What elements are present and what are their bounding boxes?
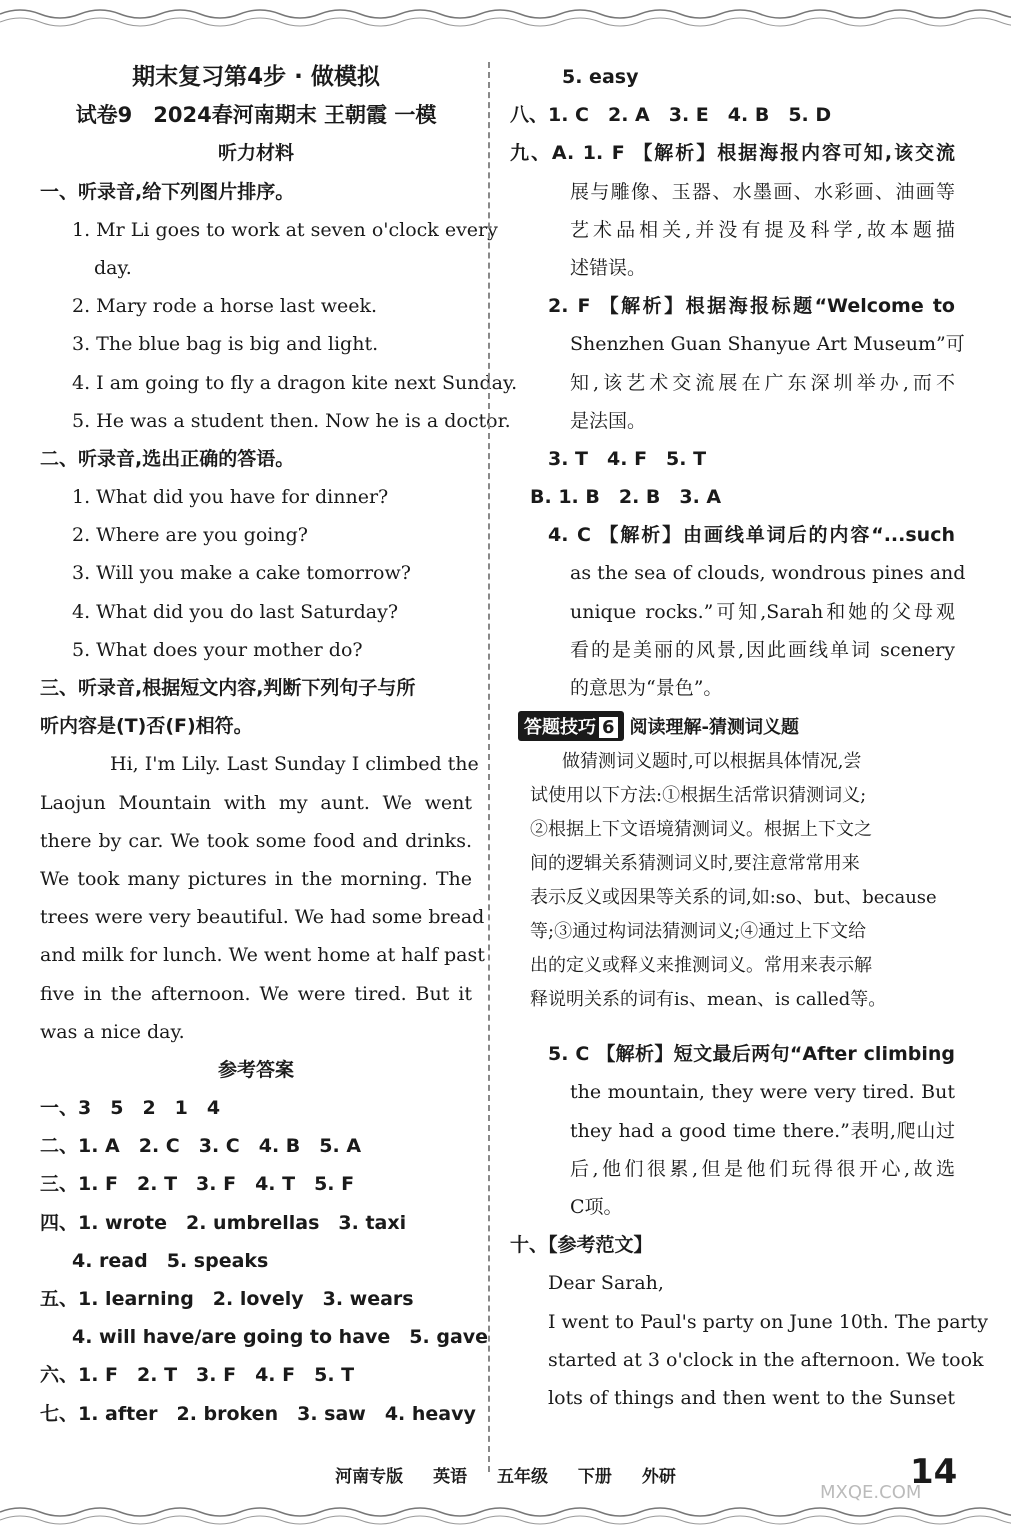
passage-line: five in the afternoon. We were tired. But it [40, 982, 472, 1005]
tip-line: ②根据上下文语境猜测词义。根据上下文之 [530, 819, 872, 841]
footer-volume: 下册 [577, 1467, 612, 1487]
analysis-line: 知,该艺术交流展在广东深圳举办,而不 [570, 371, 955, 394]
essay-line: lots of things and then went to the Sunset [548, 1386, 955, 1409]
answer-line: 5. easy [562, 66, 639, 88]
answer-line: 七、1. after 2. broken 3. saw 4. heavy [40, 1402, 476, 1425]
q1-item: 4. I am going to fly a dragon kite next Sunday. [72, 371, 518, 394]
answer-line: 八、1. C 2. A 3. E 4. B 5. D [510, 104, 832, 127]
analysis-line: 展与雕像、玉器、水墨画、水彩画、油画等 [570, 180, 955, 203]
answer-line: 九、A. 1. F 【解析】根据海报内容可知,该交流 [510, 142, 955, 165]
tip-number: 6 [599, 717, 618, 738]
q1-item: 5. He was a student then. Now he is a doctor. [72, 409, 511, 432]
passage-line: Hi, I'm Lily. Last Sunday I climbed the [110, 753, 479, 776]
left-column [40, 58, 518, 1433]
passage-line: and milk for lunch. We went home at half past [40, 944, 485, 967]
analysis-line: unique rocks.”可知,Sarah和她的父母观 [570, 600, 955, 623]
answer-line: 4. will have/are going to have 5. gave [72, 1326, 489, 1349]
answer-line: 4. C 【解析】由画线单词后的内容“...such [548, 524, 955, 547]
analysis-line: 述错误。 [570, 256, 647, 279]
analysis-line: 是法国。 [570, 409, 647, 432]
tip-line: 间的逻辑关系猜测词义时,要注意常常用来 [530, 853, 860, 875]
answer-line: 六、1. F 2. T 3. F 4. F 5. T [40, 1364, 355, 1387]
answer-line: 三、1. F 2. T 3. F 4. T 5. F [40, 1173, 355, 1196]
q2-item: 1. What did you have for dinner? [72, 486, 389, 509]
exam-subtitle: 试卷9 2024春河南期末 王朝霞 一模 [75, 103, 437, 128]
tip-heading [518, 707, 955, 745]
q1-item: 2. Mary rode a horse last week. [72, 295, 378, 318]
analysis-line: as the sea of clouds, wondrous pines and [570, 562, 966, 585]
tip-line: 表示反义或因果等关系的词,如:so、but、because [530, 887, 937, 909]
top-decorative-border [0, 0, 1011, 40]
analysis-line: 看的是美丽的风景,因此画线单词 scenery [570, 638, 955, 661]
answer-line: B. 1. B 2. B 3. A [530, 486, 722, 509]
answer-line: 四、1. wrote 2. umbrellas 3. taxi [40, 1211, 407, 1234]
page-title: 期末复习第4步 · 做模拟 [132, 64, 380, 90]
essay-line: Dear Sarah, [548, 1272, 664, 1295]
passage-line: Laojun Mountain with my aunt. We went [40, 791, 472, 814]
passage-line: was a nice day. [40, 1020, 185, 1043]
answer-line: 2. F 【解析】根据海报标题“Welcome to [548, 295, 955, 318]
answer-line: 5. C 【解析】短文最后两句“After climbing [548, 1043, 955, 1066]
analysis-line: they had a good time there.”表明,爬山过 [570, 1119, 955, 1142]
bottom-decorative-border [0, 1496, 1011, 1536]
answers-title: 参考答案 [217, 1058, 294, 1081]
tip-line: 等;③通过构词法猜测词义;④通过上下文给 [530, 921, 867, 943]
tip-line: 试使用以下方法:①根据生活常识猜测词义; [530, 785, 867, 807]
tip-line: 出的定义或释义来推测词义。常用来表示解 [530, 955, 872, 977]
answer-line: 五、1. learning 2. lovely 3. wears [40, 1288, 414, 1310]
q2-item: 5. What does your mother do? [72, 638, 363, 661]
analysis-line: C项。 [570, 1195, 623, 1218]
q1-heading: 一、听录音,给下列图片排序。 [40, 180, 295, 203]
q1-item: day. [94, 256, 132, 279]
tip-line: 释说明关系的词有is、mean、is called等。 [530, 989, 887, 1011]
answer-line: 4. read 5. speaks [72, 1249, 269, 1272]
watermark: MXQE.COM [820, 1482, 922, 1503]
q2-item: 2. Where are you going? [72, 524, 308, 547]
passage-line: there by car. We took some food and drinks. [40, 829, 472, 852]
footer-grade: 五年级 [497, 1467, 548, 1487]
footer-edition: 河南专版 [335, 1467, 404, 1487]
tip-line: 做猜测词义题时,可以根据具体情况,尝 [562, 751, 862, 773]
analysis-line: 的意思为“景色”。 [570, 677, 723, 699]
column-divider [488, 62, 490, 1472]
q3-heading-cont: 听内容是(T)否(F)相符。 [40, 715, 253, 738]
essay-heading: 十、【参考范文】 [510, 1234, 653, 1257]
footer-subject: 英语 [433, 1467, 468, 1487]
passage-line: We took many pictures in the morning. The [40, 867, 472, 890]
answer-line: 二、1. A 2. C 3. C 4. B 5. A [40, 1135, 362, 1158]
passage-line: trees were very beautiful. We had some bread [40, 906, 485, 929]
right-column [510, 58, 988, 1417]
essay-line: I went to Paul's party on June 10th. The party [548, 1310, 988, 1333]
listening-title: 听力材料 [217, 142, 294, 165]
q1-item: 3. The blue bag is big and light. [72, 333, 379, 356]
tip-title: 阅读理解-猜测词义题 [629, 717, 800, 739]
page-number: 14 [910, 1452, 958, 1492]
answer-line: 3. T 4. F 5. T [548, 447, 707, 470]
q2-heading: 二、听录音,选出正确的答语。 [40, 447, 295, 470]
q1-item: 1. Mr Li goes to work at seven o'clock every [72, 218, 498, 241]
tip-badge: 答题技巧 6 [518, 711, 624, 741]
analysis-line: Shenzhen Guan Shanyue Art Museum”可 [570, 333, 965, 356]
essay-line: started at 3 o'clock in the afternoon. We took [548, 1348, 984, 1371]
q3-heading: 三、听录音,根据短文内容,判断下列句子与所 [40, 677, 416, 699]
analysis-line: 后,他们很累,但是他们玩得很开心,故选 [570, 1157, 955, 1180]
q2-item: 4. What did you do last Saturday? [72, 600, 399, 623]
analysis-line: the mountain, they were very tired. But [570, 1081, 955, 1104]
q2-item: 3. Will you make a cake tomorrow? [72, 562, 411, 585]
answer-line: 一、3 5 2 1 4 [40, 1097, 221, 1120]
analysis-line: 艺术品相关,并没有提及科学,故本题描 [570, 218, 955, 241]
footer-publisher: 外研 [641, 1467, 676, 1487]
